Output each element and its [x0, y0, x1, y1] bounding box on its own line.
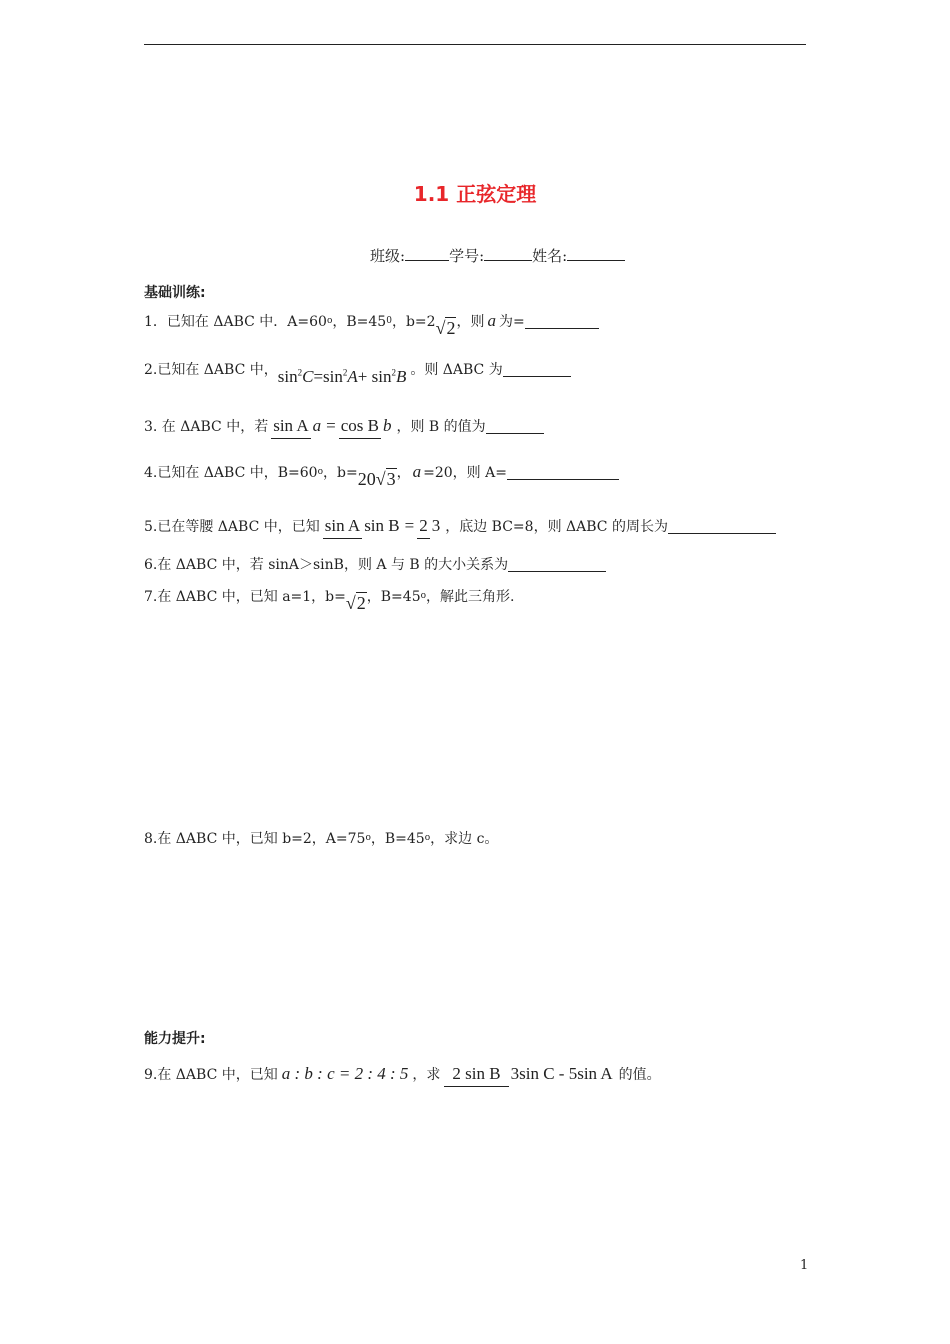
id-label: 学号: [449, 247, 485, 265]
fraction: cos B b [339, 414, 394, 439]
section-basic: 基础训练: [144, 285, 206, 301]
answer-blank[interactable] [486, 419, 544, 434]
page-title: 1.1 正弦定理 [413, 182, 537, 206]
sqrt-expression: 20√3 [357, 469, 396, 489]
class-label: 班级: [370, 247, 406, 265]
answer-blank[interactable] [503, 362, 571, 377]
student-info [370, 245, 625, 266]
question-6: 6.在 ΔABC 中，若 sinA＞sinB，则 A 与 B 的大小关系为 [144, 554, 606, 574]
question-2: 2.已知在 ΔABC 中， $\sin^2C=\sin^2A+ \sin^2B$ 。则 ΔABC 为 [144, 352, 571, 386]
question-7: 7.在 ΔABC 中，已知 a=1，b= √2 ，B=45 o ，解此三角形. [144, 589, 515, 613]
ratio-formula: a : b : c = 2 : 4 : 5 [281, 1064, 409, 1083]
question-8: 8.在 ΔABC 中，已知 b=2，A=75 o ，B=45 o ，求边 c。 [144, 831, 499, 847]
formula: $\sin^2C=\sin^2A+ \sin^2B$ [277, 367, 407, 386]
name-label: 姓名: [532, 247, 568, 265]
header-rule [144, 44, 806, 45]
fraction: sin A sin B [323, 514, 402, 539]
question-9: 9.在 ΔABC 中，已知 a : b : c = 2 : 4 : 5 ，求 2 sin B 3sin C - 5sin A 的值。 [144, 1048, 661, 1100]
question-4: 4.已知在 ΔABC 中，B=60 o ，b= 20√3 ， a =20，则 A= [144, 456, 619, 488]
question-5: 5.已在等腰 ΔABC 中，已知 sin A sin B = 2 3 ，底边 BC=8，则 ΔABC 的周长为 [144, 500, 776, 552]
answer-blank[interactable] [668, 519, 776, 534]
sqrt-symbol: √2 [345, 593, 366, 613]
answer-blank[interactable] [525, 314, 599, 329]
id-field[interactable] [484, 246, 532, 261]
page-number: 1 [800, 1258, 809, 1273]
section-advanced: 能力提升: [144, 1031, 206, 1047]
class-field[interactable] [405, 246, 449, 261]
question-1: 1．已知在 ΔABC 中．A=60 o ，B=45 0 ，b=2 √2 ，则 a 为= [144, 305, 599, 337]
fraction: sin A a [271, 414, 323, 439]
fraction: 2 sin B 3sin C - 5sin A [444, 1062, 614, 1087]
name-field[interactable] [567, 246, 625, 261]
question-3: 3. 在 ΔABC 中，若 sin A a = cos B b ，则 B 的值为 [144, 400, 544, 452]
fraction: 2 3 [417, 514, 442, 539]
answer-blank[interactable] [507, 465, 619, 480]
answer-blank[interactable] [508, 557, 606, 572]
sqrt-symbol: √2 [435, 318, 456, 338]
